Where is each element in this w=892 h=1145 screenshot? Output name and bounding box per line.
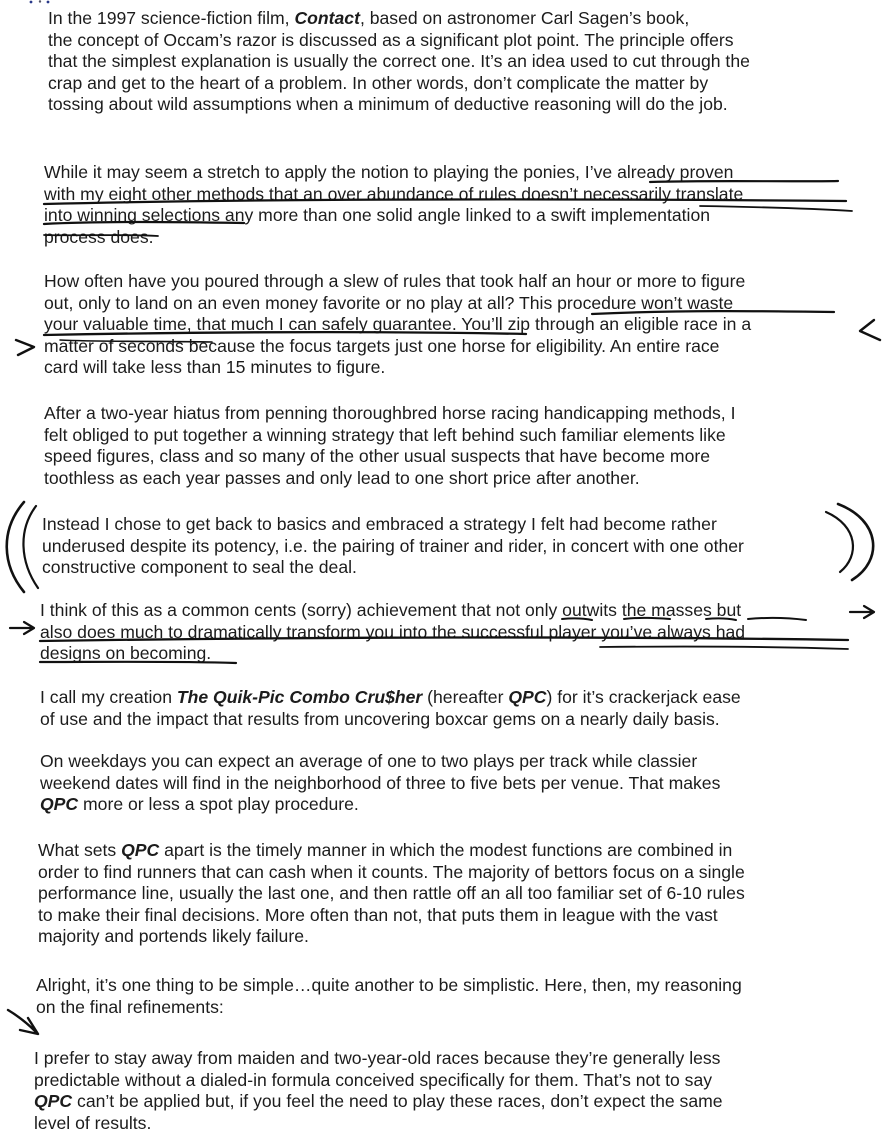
- text-run: Alright, it’s one thing to be simple…quite another to be simplistic. Here, then, my reasoning: [36, 975, 742, 995]
- text-line: [40, 622, 745, 644]
- text-line: [42, 514, 744, 536]
- text-run: While it may seem a stretch to apply the notion to playing the ponies, I’ve already proven: [44, 162, 734, 182]
- text-run: order to find runners that can cash when it counts. The majority of bettors focus on a single: [38, 861, 745, 882]
- text-run: How often have you poured through a slew of rules that took half an hour or more to figure: [44, 271, 746, 291]
- text-run: the concept of Occam’s razor is discussed as a significant plot point. The principle offers: [48, 29, 734, 50]
- paragraph-occam-intro: [48, 8, 750, 116]
- emphasis-text: The Quik-Pic Combo Cru$her: [176, 687, 423, 707]
- paragraph-back-to-basics: [42, 514, 744, 579]
- text-line: [44, 314, 751, 336]
- text-line: [44, 162, 743, 184]
- margin-arrow-p6-right: [850, 606, 874, 618]
- text-run: performance line, usually the last one, and then rattle off an all too familiar set of 6-10 rules: [38, 883, 745, 904]
- margin-arrow-p6-left: [10, 622, 34, 634]
- paragraph-weekdays: [40, 751, 720, 816]
- paragraph-common-cents: [40, 600, 745, 665]
- text-line: [38, 883, 745, 905]
- text-run: process does.: [44, 226, 154, 247]
- text-run: card will take less than 15 minutes to figure.: [44, 357, 386, 378]
- emphasis-text: QPC: [34, 1091, 73, 1112]
- text-line: [40, 773, 720, 795]
- emphasis-text: Contact: [294, 8, 360, 28]
- text-line: [44, 205, 743, 227]
- text-line: [44, 357, 751, 379]
- text-line: [38, 926, 745, 948]
- text-line: [38, 905, 745, 927]
- text-line: [38, 840, 745, 862]
- margin-arrow-down-right: [8, 1010, 38, 1034]
- text-run: with my eight other methods that an over abundance of rules doesn’t necessarily translate: [44, 183, 744, 204]
- emphasis-text: QPC: [40, 794, 79, 815]
- text-line: [34, 1048, 723, 1070]
- text-run: , based on astronomer Carl Sagen’s book,: [359, 8, 690, 28]
- text-run: underused despite its potency, i.e. the pairing of trainer and rider, in concert with one other: [42, 535, 744, 556]
- text-line: [48, 94, 750, 116]
- text-line: [40, 751, 720, 773]
- text-line: [44, 336, 751, 358]
- text-line: [34, 1091, 723, 1113]
- text-line: [40, 600, 745, 622]
- text-run: constructive component to seal the deal.: [42, 557, 357, 578]
- text-run: toothless as each year passes and only lead to one short price after another.: [44, 467, 640, 488]
- text-run: level of results.: [34, 1112, 152, 1133]
- text-line: [42, 557, 744, 579]
- emphasis-text: QPC: [508, 687, 547, 707]
- text-run: In the 1997 science-fiction film,: [48, 8, 295, 28]
- text-run: Instead I chose to get back to basics and embraced a strategy I felt had become rather: [42, 514, 717, 534]
- text-run: also does much to dramatically transform you into the successful player you’ve always had: [40, 621, 746, 642]
- paragraph-creation-name: [40, 687, 741, 730]
- text-run: I think of this as a common cents (sorry) achievement that not only outwits the masses but: [40, 600, 742, 620]
- text-run: of use and the impact that results from uncovering boxcar gems on a nearly daily basis.: [40, 708, 720, 729]
- text-line: [44, 227, 743, 249]
- text-line: [38, 862, 745, 884]
- underline-masses: [748, 618, 806, 620]
- text-line: [36, 997, 742, 1019]
- text-line: [34, 1070, 723, 1092]
- text-run: felt obliged to put together a winning strategy that left behind such familiar elements like: [44, 424, 726, 445]
- text-run: predictable without a dialed-in formula conceived specifically for them. That’s not to say: [34, 1069, 713, 1090]
- paragraph-what-sets-apart: [38, 840, 745, 948]
- text-line: [40, 687, 741, 709]
- text-run: What sets: [38, 840, 122, 860]
- text-line: [42, 536, 744, 558]
- paragraph-hiatus: [44, 403, 735, 489]
- text-run: designs on becoming.: [40, 643, 212, 664]
- text-run: weekend dates will find in the neighborhood of three to five bets per venue. That makes: [40, 772, 721, 793]
- text-line: [44, 293, 751, 315]
- text-line: [44, 425, 735, 447]
- text-run: I prefer to stay away from maiden and two-year-old races because they’re generally less: [34, 1048, 721, 1068]
- margin-chevron-left: [860, 320, 880, 340]
- text-line: [40, 643, 745, 665]
- text-run: to make their final decisions. More often than not, that puts them in league with the vast: [38, 904, 718, 925]
- text-run: majority and portends likely failure.: [38, 926, 309, 947]
- scan-speck-marks: [28, 0, 52, 6]
- paragraph-maiden-races: [34, 1048, 723, 1134]
- text-line: [40, 709, 741, 731]
- text-run: more or less a spot play procedure.: [78, 794, 359, 815]
- paragraph-how-often: [44, 271, 751, 379]
- text-line: [36, 975, 742, 997]
- right-double-paren-inner: [826, 512, 853, 572]
- text-run: After a two-year hiatus from penning thoroughbred horse racing handicapping methods, I: [44, 403, 736, 423]
- text-run: into winning selections any more than one solid angle linked to a swift implementation: [44, 205, 711, 226]
- text-line: [48, 8, 750, 30]
- text-line: [34, 1113, 723, 1135]
- text-run: speed figures, class and so many of the other usual suspects that have become more: [44, 446, 711, 467]
- left-double-paren-outer: [7, 502, 24, 592]
- text-line: [40, 794, 720, 816]
- text-run: out, only to land on an even money favorite or no play at all? This procedure won’t waste: [44, 292, 734, 313]
- text-run: on the final refinements:: [36, 996, 224, 1017]
- emphasis-text: QPC: [121, 840, 160, 860]
- paragraph-stretch-ponies: [44, 162, 743, 248]
- text-line: [48, 30, 750, 52]
- text-run: your valuable time, that much I can safely guarantee. You’ll zip through an eligible race in a: [44, 314, 752, 335]
- text-line: [44, 184, 743, 206]
- right-double-paren-outer: [838, 504, 873, 580]
- text-line: [44, 468, 735, 490]
- left-double-paren-inner: [23, 506, 38, 588]
- text-run: I call my creation: [40, 687, 177, 707]
- text-run: apart is the timely manner in which the modest functions are combined in: [159, 840, 733, 860]
- margin-arrow-right: [16, 340, 34, 355]
- paragraph-alright: [36, 975, 742, 1018]
- text-run: can’t be applied but, if you feel the need to play these races, don’t expect the same: [72, 1091, 723, 1112]
- text-run: tossing about wild assumptions when a minimum of deductive reasoning will do the job.: [48, 94, 728, 115]
- text-run: On weekdays you can expect an average of one to two plays per track while classier: [40, 751, 698, 771]
- text-line: [44, 271, 751, 293]
- text-run: ) for it’s crackerjack ease: [546, 687, 741, 707]
- text-line: [44, 403, 735, 425]
- text-line: [48, 51, 750, 73]
- text-run: that the simplest explanation is usually the correct one. It’s an idea used to cut through the: [48, 51, 750, 72]
- text-line: [48, 73, 750, 95]
- text-line: [44, 446, 735, 468]
- text-run: crap and get to the heart of a problem. In other words, don’t complicate the matter by: [48, 72, 709, 93]
- text-run: matter of seconds because the focus targets just one horse for eligibility. An entire race: [44, 335, 720, 356]
- text-run: (hereafter: [422, 687, 509, 707]
